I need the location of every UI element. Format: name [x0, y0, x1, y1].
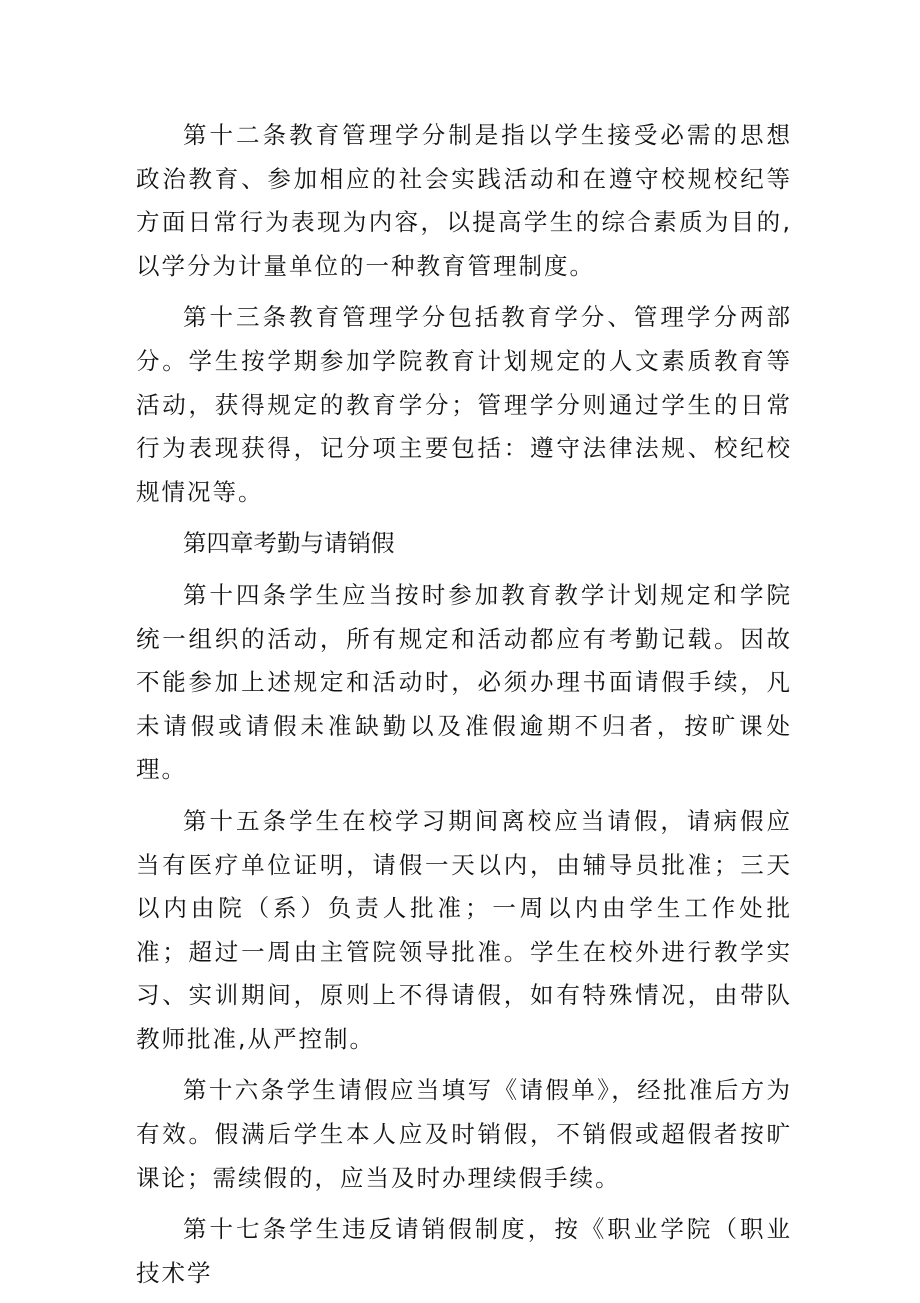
document-page	[136, 114, 792, 1303]
article-13-paragraph: 第十三条教育管理学分包括教育学分、管理学分两部分。学生按学期参加学院教育计划规定的人文素质教育等活动，获得规定的教育学分；管理学分则通过学生的日常行为表现获得，记分项主要包括：遵守法律法规、校纪校规情况等。	[136, 303, 792, 506]
article-14-paragraph: 第十四条学生应当按时参加教育教学计划规定和学院统一组织的活动，所有规定和活动都应有考勤记载。因故不能参加上述规定和活动时，必须办理书面请假手续，凡未请假或请假未准缺勤以及准假逾期不归者，按旷课处理。	[136, 580, 792, 784]
article-17-paragraph: 第十七条学生违反请销假制度，按《职业学院（职业技术学	[136, 1215, 792, 1287]
article-12-paragraph: 第十二条教育管理学分制是指以学生接受必需的思想政治教育、参加相应的社会实践活动和在遵守校规校纪等方面日常行为表现为内容，以提高学生的综合素质为目的,以学分为计量单位的一种教育管理制度。	[136, 121, 792, 280]
article-16-paragraph: 第十六条学生请假应当填写《请假单》，经批准后方为有效。假满后学生本人应及时销假，不销假或超假者按旷课论；需续假的，应当及时办理续假手续。	[136, 1076, 792, 1192]
article-15-paragraph: 第十五条学生在校学习期间离校应当请假，请病假应当有医疗单位证明，请假一天以内，由辅导员批准；三天以内由院（系）负责人批准；一周以内由学生工作处批准；超过一周由主管院领导批准。学生在校外进行教学实习、实训期间，原则上不得请假，如有特殊情况，由带队教师批准,从严控制。	[136, 806, 792, 1053]
chapter-4-heading: 第四章考勤与请销假	[183, 529, 395, 558]
